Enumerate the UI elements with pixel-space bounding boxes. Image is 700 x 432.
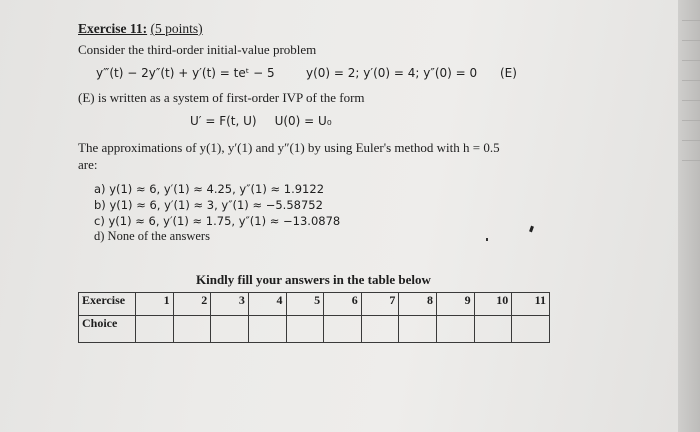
option-a: a) y(1) ≈ 6, y′(1) ≈ 4.25, y″(1) ≈ 1.9122 — [94, 182, 325, 196]
choice-row — [79, 316, 550, 343]
choice-cell-3[interactable] — [211, 316, 249, 343]
ode-equation: y‴(t) − 2y″(t) + y′(t) = teᵗ − 5 — [96, 66, 275, 80]
answer-table — [78, 292, 550, 343]
exercise-cell-11: 11 — [512, 293, 550, 316]
exercise-row-header: Exercise — [79, 293, 136, 316]
choice-cell-2[interactable] — [173, 316, 211, 343]
choice-cell-4[interactable] — [248, 316, 286, 343]
binder-edge — [678, 0, 700, 432]
exercise-cell-2: 2 — [173, 293, 211, 316]
approximation-text: The approximations of y(1), y′(1) and y″(1) by using Euler's method with h = 0.5 — [78, 140, 500, 155]
choice-cell-8[interactable] — [399, 316, 437, 343]
option-b: b) y(1) ≈ 6, y′(1) ≈ 3, y″(1) ≈ −5.58752 — [94, 198, 323, 212]
initial-conditions: y(0) = 2; y′(0) = 4; y″(0) = 0 — [306, 66, 478, 80]
exercise-cell-4: 4 — [248, 293, 286, 316]
system-eq: U′ = F(t, U) — [190, 114, 257, 128]
system-equation — [190, 114, 332, 128]
problem-intro: Consider the third-order initial-value problem — [78, 42, 317, 57]
system-ic: U(0) = U₀ — [274, 114, 332, 128]
exercise-cell-7: 7 — [361, 293, 399, 316]
choice-cell-11[interactable] — [512, 316, 550, 343]
exercise-cell-8: 8 — [399, 293, 437, 316]
table-title: Kindly fill your answers in the table below — [196, 272, 431, 287]
exercise-cell-6: 6 — [324, 293, 362, 316]
exercise-points: (5 points) — [150, 21, 203, 36]
option-c: c) y(1) ≈ 6, y′(1) ≈ 1.75, y″(1) ≈ −13.0878 — [94, 214, 341, 228]
exercise-cell-9: 9 — [437, 293, 475, 316]
choice-row-header: Choice — [79, 316, 136, 343]
choice-cell-5[interactable] — [286, 316, 324, 343]
choice-cell-10[interactable] — [474, 316, 512, 343]
exercise-row — [79, 293, 550, 316]
binder-grid — [682, 20, 700, 170]
exercise-cell-10: 10 — [474, 293, 512, 316]
exercise-cell-5: 5 — [286, 293, 324, 316]
choice-cell-6[interactable] — [324, 316, 362, 343]
exercise-cell-1: 1 — [136, 293, 174, 316]
rewrite-text: (E) is written as a system of first-order IVP of the form — [78, 90, 365, 105]
exercise-title — [78, 21, 203, 37]
exercise-cell-3: 3 — [211, 293, 249, 316]
option-d: d) None of the answers — [94, 229, 210, 243]
choice-cell-9[interactable] — [437, 316, 475, 343]
exercise-label: Exercise 11: — [78, 21, 148, 36]
pen-dot — [486, 238, 488, 241]
are-label: are: — [78, 157, 98, 172]
equation-label: (E) — [500, 66, 517, 80]
choice-cell-1[interactable] — [136, 316, 174, 343]
choice-cell-7[interactable] — [361, 316, 399, 343]
